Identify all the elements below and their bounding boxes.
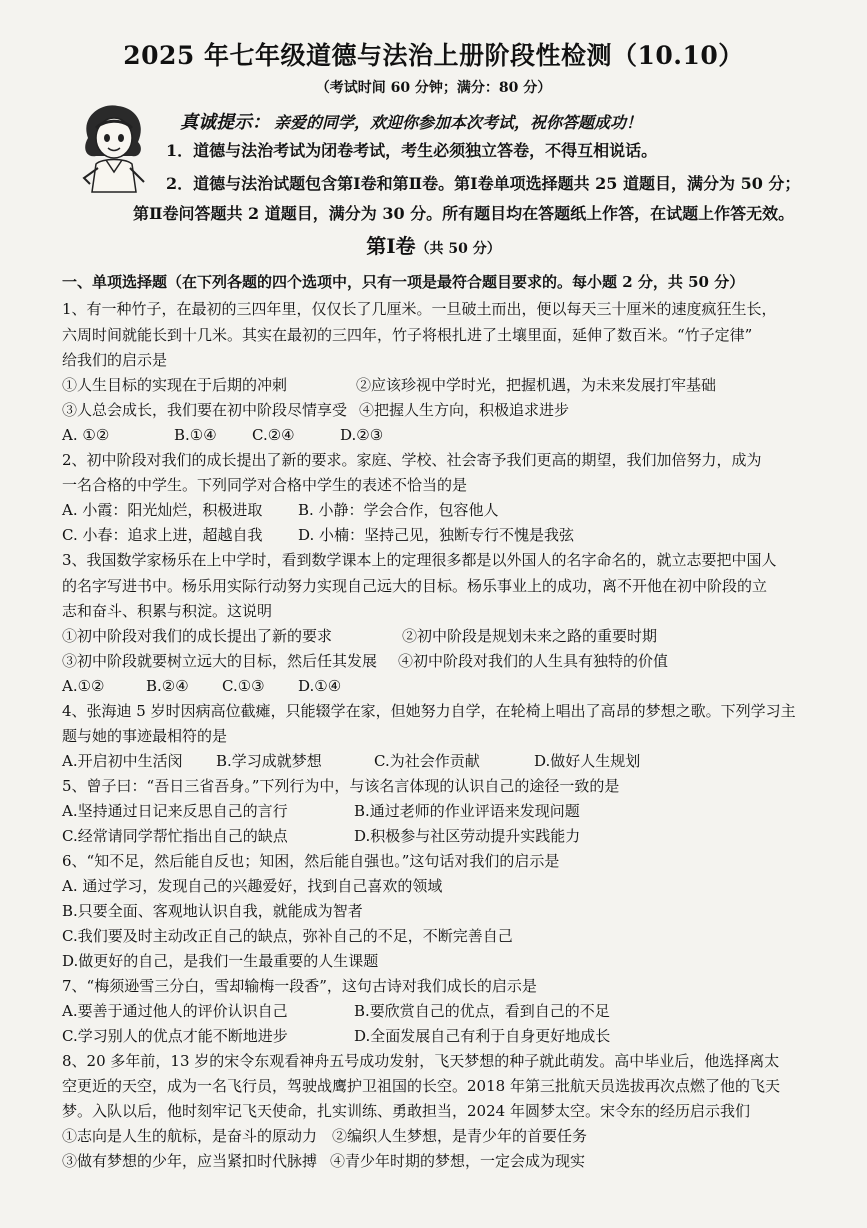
section-points: （共 50 分） <box>415 241 501 257</box>
q1-option-a: A. ①② <box>62 426 110 444</box>
q1-option-c: C.②④ <box>252 426 295 444</box>
q8-statement-1: ①志向是人生的航标，是奋斗的原动力 <box>62 1127 318 1145</box>
q7-option-b: B.要欣赏自己的优点，看到自己的不足 <box>354 1002 610 1020</box>
q3-option-a: A.①② <box>62 677 105 695</box>
q4-stem-2: 题与她的事迹最相符的是 <box>62 727 228 745</box>
q8-stem-3: 梦。入队以后，他时刻牢记飞天使命，扎实训练、勇敢担当，2024 年圆梦太空。宋令东的经历启示我们 <box>62 1102 750 1120</box>
q7-option-d: D.全面发展自己有利于自身更好地成长 <box>354 1027 611 1045</box>
q1-statement-1: ①人生目标的实现在于后期的冲刺 <box>62 376 288 394</box>
q1-statement-2: ②应该珍视中学时光，把握机遇，为未来发展打牢基础 <box>356 376 717 394</box>
q1-stem-1: 1、有一种竹子，在最初的三四年里，仅仅长了几厘米。一旦破土而出，便以每天三十厘米的速度疯狂生长， <box>62 300 777 318</box>
q8-statement-2: ②编织人生梦想，是青少年的首要任务 <box>332 1127 588 1145</box>
q8-stem-1: 8、20 多年前，13 岁的宋令东观看神舟五号成功发射，飞天梦想的种子就此萌发。高中毕业后，他选择离太 <box>62 1052 780 1070</box>
q1-stem-3: 给我们的启示是 <box>62 351 168 369</box>
q7-stem-1: 7、“梅须逊雪三分白，雪却输梅一段香”，这句古诗对我们成长的启示是 <box>62 977 537 995</box>
tips-greeting-line <box>180 108 642 134</box>
q6-stem-1: 6、“知不足，然后能自反也；知困，然后能自强也。”这句话对我们的启示是 <box>62 852 560 870</box>
q8-statement-4: ④青少年时期的梦想，一定会成为现实 <box>330 1152 586 1170</box>
q3-statement-1: ①初中阶段对我们的成长提出了新的要求 <box>62 627 333 645</box>
q2-option-c: C. 小春：追求上进，超越自我 <box>62 526 263 544</box>
q5-option-d: D.积极参与社区劳动提升实践能力 <box>354 827 581 845</box>
q4-option-d: D.做好人生规划 <box>534 752 641 770</box>
q8-stem-2: 空更近的天空，成为一名飞行员，驾驶战鹰护卫祖国的长空。2018 年第三批航天员选拔再次点燃了他的飞天 <box>62 1077 780 1095</box>
q2-option-d: D. 小楠：坚持己见，独断专行不愧是我弦 <box>298 526 575 544</box>
tips-greeting: 亲爱的同学，欢迎你参加本次考试，祝你答题成功！ <box>274 113 643 132</box>
mascot-illustration <box>66 98 162 194</box>
q2-option-a: A. 小霞：阳光灿烂，积极进取 <box>62 501 263 519</box>
q3-stem-2: 的名字写进书中。杨乐用实际行动努力实现自己远大的目标。杨乐事业上的成功，离不开他在初中阶段的立 <box>62 577 768 595</box>
q3-option-d: D.①④ <box>298 677 342 695</box>
q3-option-c: C.①③ <box>222 677 265 695</box>
q5-option-c: C.经常请同学帮忙指出自己的缺点 <box>62 827 288 845</box>
q4-stem-1: 4、张海迪 5 岁时因病高位截瘫，只能辍学在家，但她努力自学，在轮椅上唱出了高昂的梦想之歌。下列学习主 <box>62 702 796 720</box>
q3-stem-1: 3、我国数学家杨乐在上中学时，看到数学课本上的定理很多都是以外国人的名字命名的，就立志要把中国人 <box>62 551 777 569</box>
notice-1: 1．道德与法治考试为闭卷考试，考生必须独立答卷，不得互相说话。 <box>166 141 658 160</box>
q1-statement-4: ④把握人生方向，积极追求进步 <box>359 401 570 419</box>
section-title <box>0 230 867 259</box>
tips-label: 真诚提示： <box>180 112 270 133</box>
q3-statement-2: ②初中阶段是规划未来之路的重要时期 <box>402 627 658 645</box>
q1-statement-3: ③人总会成长，我们要在初中阶段尽情享受 <box>62 401 348 419</box>
q4-option-c: C.为社会作贡献 <box>374 752 480 770</box>
q3-statement-4: ④初中阶段对我们的人生具有独特的价值 <box>398 652 669 670</box>
q1-option-b: B.①④ <box>174 426 217 444</box>
q5-option-b: B.通过老师的作业评语来发现问题 <box>354 802 580 820</box>
q7-option-a: A.要善于通过他人的评价认识自己 <box>62 1002 288 1020</box>
section-name: 第Ⅰ卷 <box>366 234 416 258</box>
q6-option-c: C.我们要及时主动改正自己的缺点，弥补自己的不足，不断完善自己 <box>62 927 513 945</box>
part1-heading: 一、单项选择题（在下列各题的四个选项中，只有一项是最符合题目要求的。每小题 2 分，共 50 分） <box>62 273 745 291</box>
q6-option-a: A. 通过学习，发现自己的兴趣爱好，找到自己喜欢的领域 <box>62 877 443 895</box>
q3-statement-3: ③初中阶段就要树立远大的目标，然后任其发展 <box>62 652 378 670</box>
q1-option-d: D.②③ <box>340 426 384 444</box>
q2-stem-1: 2、初中阶段对我们的成长提出了新的要求。家庭、学校、社会寄予我们更高的期望，我们加倍努力，成为 <box>62 451 762 469</box>
notice-2a: 2．道德与法治试题包含第Ⅰ卷和第Ⅱ卷。第Ⅰ卷单项选择题共 25 道题目，满分为 50 分； <box>166 174 801 193</box>
q6-option-b: B.只要全面、客观地认识自我，就能成为智者 <box>62 902 363 920</box>
q5-option-a: A.坚持通过日记来反思自己的言行 <box>62 802 288 820</box>
q4-option-a: A.开启初中生活闵 <box>62 752 183 770</box>
exam-title: 2025 年七年级道德与法治上册阶段性检测（10.10） <box>123 41 744 70</box>
q7-option-c: C.学习别人的优点才能不断地进步 <box>62 1027 288 1045</box>
q3-stem-3: 志和奋斗、积累与积淀。这说明 <box>62 602 273 620</box>
q8-statement-3: ③做有梦想的少年，应当紧扣时代脉搏 <box>62 1152 318 1170</box>
q4-option-b: B.学习成就梦想 <box>216 752 322 770</box>
notice-2b: 第Ⅱ卷问答题共 2 道题目，满分为 30 分。所有题目均在答题纸上作答，在试题上作答无效。 <box>133 204 795 223</box>
q5-stem-1: 5、曾子曰：“吾日三省吾身。”下列行为中，与该名言体现的认识自己的途径一致的是 <box>62 777 620 795</box>
q2-option-b: B. 小静：学会合作，包容他人 <box>298 501 499 519</box>
q1-stem-2: 六周时间就能长到十几米。其实在最初的三四年，竹子将根扎进了土壤里面，延伸了数百米。“竹子定律” <box>62 326 753 344</box>
q6-option-d: D.做更好的自己，是我们一生最重要的人生课题 <box>62 952 379 970</box>
exam-subtitle: （考试时间 60 分钟；满分：80 分） <box>315 80 552 96</box>
q3-option-b: B.②④ <box>146 677 189 695</box>
q2-stem-2: 一名合格的中学生。下列同学对合格中学生的表述不恰当的是 <box>62 476 468 494</box>
